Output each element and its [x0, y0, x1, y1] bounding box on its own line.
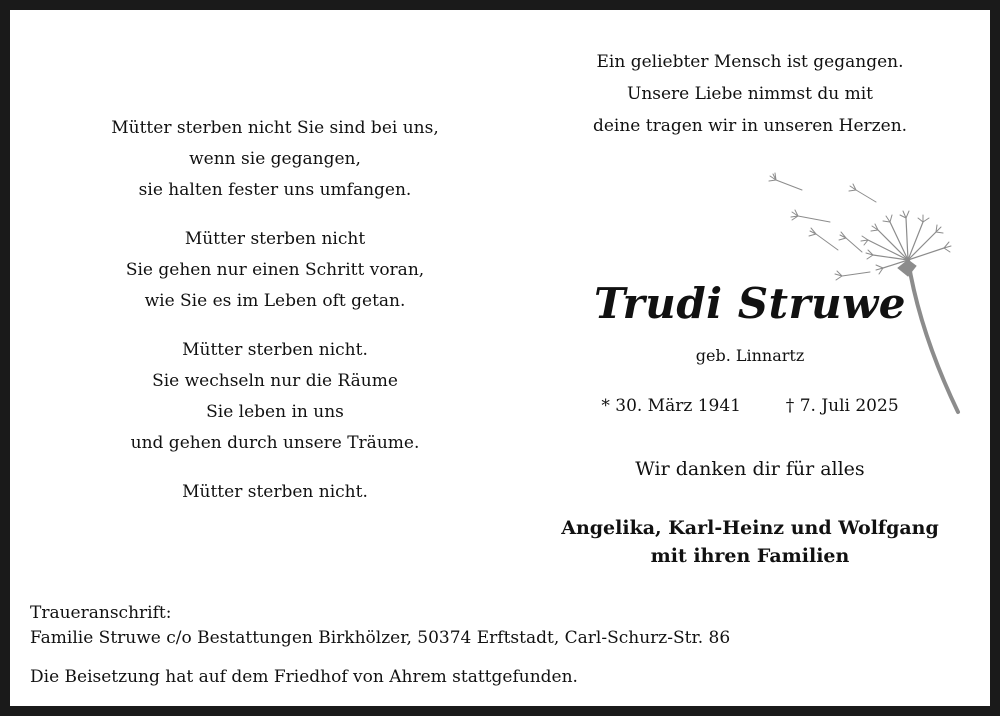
poem-line: Mütter sterben nicht	[184, 229, 366, 249]
poem-line: sie halten fester uns umfangen.	[138, 180, 412, 200]
poem-line: Sie wechseln nur die Räume	[152, 371, 398, 391]
poem-line: Mütter sterben nicht Sie sind bei uns,	[111, 118, 439, 138]
deceased-name: Trudi Struwe	[593, 279, 907, 328]
poem-stanza	[70, 477, 480, 508]
signers	[540, 514, 960, 570]
signers-line: Angelika, Karl-Heinz und Wolfgang	[561, 517, 939, 539]
address: Familie Struwe c/o Bestattungen Birkhölzer, 50374 Erftstadt, Carl-Schurz-Str. 86	[30, 628, 731, 648]
poem-stanza	[70, 113, 480, 206]
poem-line: wie Sie es im Leben oft getan.	[144, 291, 406, 311]
obituary-card	[10, 10, 990, 706]
burial-note: Die Beisetzung hat auf dem Friedhof von Ahrem stattgefunden.	[30, 667, 578, 687]
poem-line: wenn sie gegangen,	[189, 149, 361, 169]
birth-name: geb. Linnartz	[695, 346, 805, 365]
poem-line: Mütter sterben nicht.	[182, 340, 368, 360]
poem	[70, 113, 480, 526]
signers-line: mit ihren Familien	[650, 545, 850, 567]
poem-line: und gehen durch unsere Träume.	[130, 433, 420, 453]
poem-line: Sie gehen nur einen Schritt voran,	[125, 260, 425, 280]
life-dates	[570, 396, 930, 416]
thanks-line: Wir danken dir für alles	[635, 458, 865, 480]
poem-line: Mütter sterben nicht.	[182, 482, 368, 502]
poem-stanza	[70, 224, 480, 317]
death-date: † 7. Juli 2025	[785, 396, 899, 416]
motto-line: deine tragen wir in unseren Herzen.	[592, 116, 908, 136]
motto-line: Ein geliebter Mensch ist gegangen.	[596, 52, 904, 72]
poem-line: Sie leben in uns	[206, 402, 344, 422]
address-label: Traueranschrift:	[30, 603, 172, 623]
motto-line: Unsere Liebe nimmst du mit	[627, 84, 873, 104]
motto	[550, 46, 950, 142]
footer	[30, 601, 930, 690]
birth-date: * 30. März 1941	[601, 396, 741, 416]
poem-stanza	[70, 335, 480, 459]
